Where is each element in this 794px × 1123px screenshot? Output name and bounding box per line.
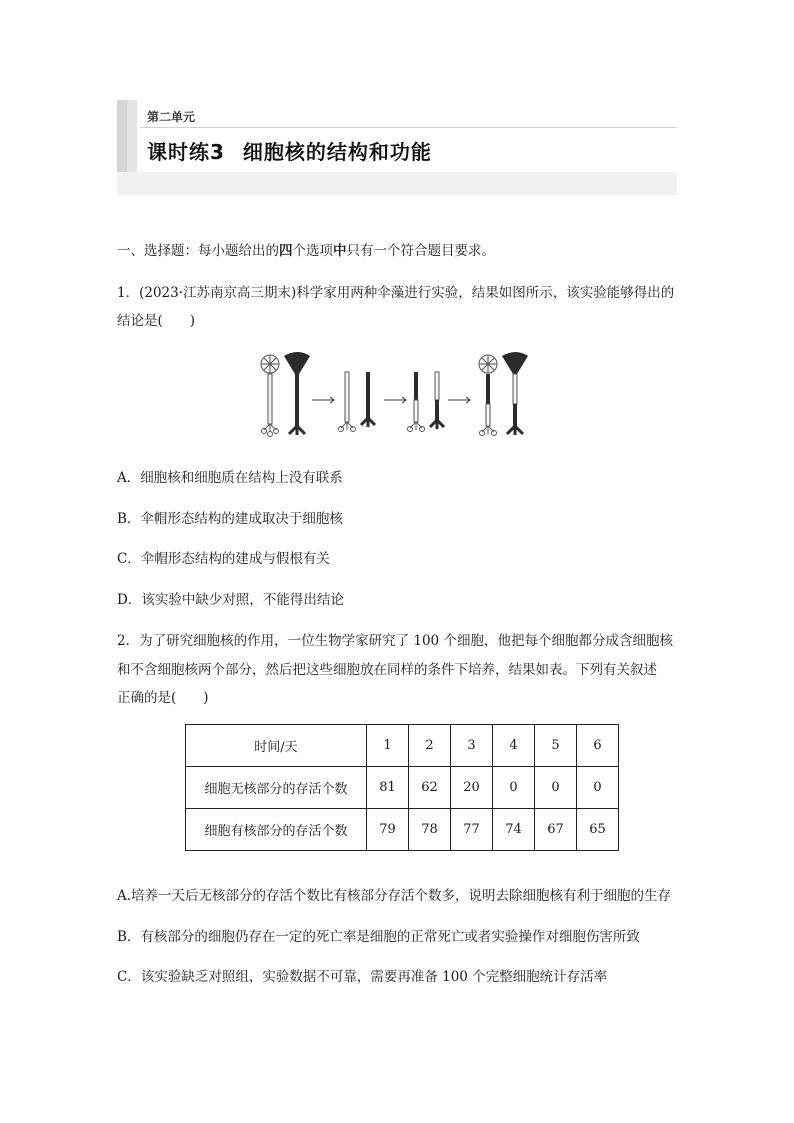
- table-cell: 65: [577, 809, 619, 851]
- table-cell: 0: [577, 767, 619, 809]
- table-cell: 0: [535, 767, 577, 809]
- table-cell: 81: [367, 767, 409, 809]
- table-header-day: 6: [577, 725, 619, 767]
- row-label: 细胞有核部分的存活个数: [186, 809, 367, 851]
- lesson-number: 课时练3: [147, 140, 225, 164]
- table-cell: 0: [493, 767, 535, 809]
- question-2-stem-end: 正确的是( ): [117, 690, 209, 706]
- table-cell: 77: [451, 809, 493, 851]
- row-label: 细胞无核部分的存活个数: [186, 767, 367, 809]
- table-header-day: 3: [451, 725, 493, 767]
- page-title: [147, 136, 432, 165]
- table-header-row: [186, 725, 619, 767]
- table-cell: 79: [367, 809, 409, 851]
- q1-option-a: A．细胞核和细胞质在结构上没有联系: [117, 470, 343, 486]
- table-cell: 78: [409, 809, 451, 851]
- header-accent-bar-light: [127, 100, 137, 172]
- q1-option-d: D．该实验中缺少对照，不能得出结论: [117, 592, 344, 608]
- table-cell: 62: [409, 767, 451, 809]
- table-row: [186, 767, 619, 809]
- survival-table: [185, 724, 619, 851]
- q1-option-b: B．伞帽形态结构的建成取决于细胞核: [117, 511, 343, 527]
- q2-option-c: C．该实验缺乏对照组，实验数据不可靠，需要再准备 100 个完整细胞统计存活率: [117, 969, 608, 985]
- q2-option-a: A.培养一天后无核部分的存活个数比有核部分存活个数多，说明去除细胞核有利于细胞的生存: [117, 888, 672, 904]
- table-cell: 20: [451, 767, 493, 809]
- header-divider: [140, 127, 677, 128]
- table-header-day: 1: [367, 725, 409, 767]
- algae-pair-1: [261, 352, 310, 437]
- table-cell: 74: [493, 809, 535, 851]
- q1-option-c: C．伞帽形态结构的建成与假根有关: [117, 551, 330, 567]
- table-row: [186, 809, 619, 851]
- unit-label: 第二单元: [147, 110, 196, 124]
- table-header-label: 时间/天: [186, 725, 367, 767]
- question-2-stem: 2．为了研究细胞核的作用，一位生物学家研究了 100 个细胞，他把每个细胞都分成含细胞核: [117, 633, 673, 649]
- lesson-name: 细胞核的结构和功能: [242, 140, 432, 164]
- algae-pair-3: [408, 372, 445, 432]
- section-heading: 一、选择题：每小题给出的四个选项中只有一个符合题目要求。: [117, 243, 495, 259]
- q2-option-b: B．有核部分的细胞仍存在一定的死亡率是细胞的正常死亡或者实验操作对细胞伤害所致: [117, 929, 640, 945]
- umbrella-algae-figure: [250, 350, 550, 445]
- table-cell: 67: [535, 809, 577, 851]
- algae-pair-2: [339, 372, 376, 432]
- question-1-stem: 1．(2023·江苏南京高三期末)科学家用两种伞藻进行实验，结果如图所示，该实验能够得出的: [117, 285, 675, 301]
- header-accent-bar: [117, 100, 127, 172]
- table-header-day: 4: [493, 725, 535, 767]
- question-1-stem-cont: 结论是( ): [117, 313, 196, 329]
- algae-pair-4: [479, 352, 528, 436]
- table-header-day: 5: [535, 725, 577, 767]
- question-2-stem-cont: 和不含细胞核两个部分，然后把这些细胞放在同样的条件下培养，结果如表。下列有关叙述: [117, 662, 657, 678]
- table-header-day: 2: [409, 725, 451, 767]
